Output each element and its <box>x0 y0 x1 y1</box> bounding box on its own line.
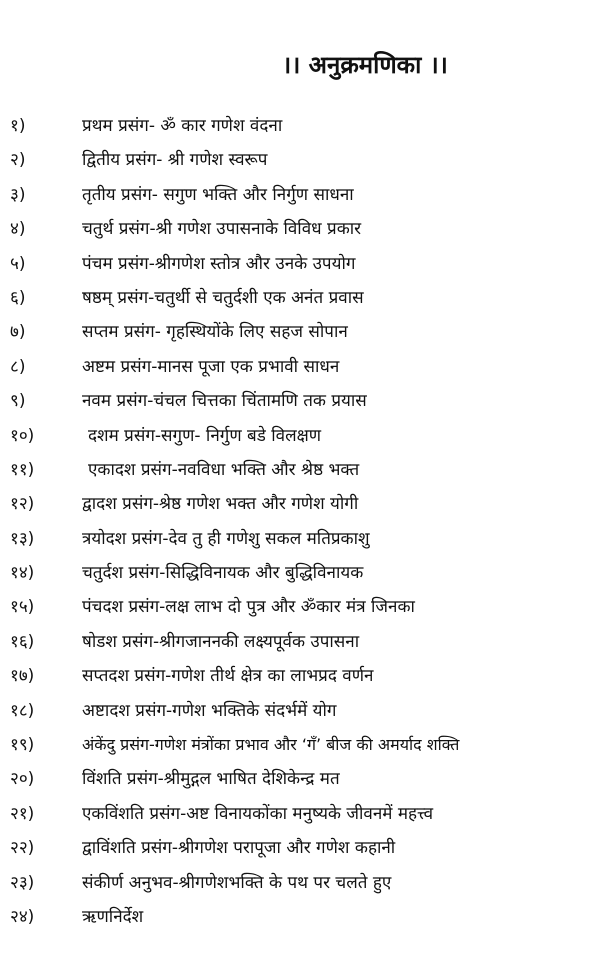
toc-entry <box>0 764 600 798</box>
entry-title: ऋणनिर्देश <box>82 906 144 927</box>
entry-number: २३) <box>10 872 35 893</box>
entry-title: नवम प्रसंग-चंचल चित्तका चिंतामणि तक प्रयास <box>82 391 367 412</box>
toc-entry <box>0 421 600 455</box>
entry-number: १५) <box>10 597 35 618</box>
entry-number: १) <box>10 116 26 136</box>
entry-title: संकीर्ण अनुभव-श्रीगणेशभक्ति के पथ पर चलते हुए <box>82 872 392 893</box>
toc-entry <box>0 111 600 145</box>
toc-entry <box>0 558 600 592</box>
toc-entry <box>0 249 600 283</box>
entry-title: द्वादश प्रसंग-श्रेष्ठ गणेश भक्त और गणेश योगी <box>82 494 359 515</box>
entry-number: ९) <box>10 391 26 412</box>
entry-number: ६) <box>10 287 26 308</box>
entry-number: १३) <box>10 528 35 549</box>
entry-title: सप्तम प्रसंग- गृहस्थियोंके लिए सहज सोपान <box>82 322 348 343</box>
entry-number: १८) <box>10 700 35 721</box>
toc-entry <box>0 661 600 695</box>
toc-entry <box>0 455 600 489</box>
toc-entry <box>0 592 600 626</box>
entry-title: अष्टम प्रसंग-मानस पूजा एक प्रभावी साधन <box>82 356 340 377</box>
toc-entry <box>0 489 600 523</box>
entry-title: एकविंशति प्रसंग-अष्ट विनायकोंका मनुष्यके जीवनमें महत्त्व <box>82 803 434 824</box>
entry-title: चतुर्दश प्रसंग-सिद्धिविनायक और बुद्धिविनायक <box>82 563 364 584</box>
page-title: ।। अनुक्रमणिका ।। <box>282 51 448 79</box>
toc-entry <box>0 180 600 214</box>
entry-number: ८) <box>10 356 26 377</box>
entry-number: १२) <box>10 494 35 515</box>
toc-entry <box>0 902 600 936</box>
entry-title: षोडश प्रसंग-श्रीगजाननकी लक्ष्यपूर्वक उपासना <box>82 631 360 652</box>
toc-entry <box>0 627 600 661</box>
toc-entry <box>0 696 600 730</box>
entry-title: दशम प्रसंग-सगुण- निर्गुण बडे विलक्षण <box>88 425 322 446</box>
entry-number: ११) <box>10 459 35 480</box>
toc-entry <box>0 386 600 420</box>
entry-number: २) <box>10 150 26 171</box>
entry-number: १७) <box>10 666 35 687</box>
entry-title: पंचदश प्रसंग-लक्ष लाभ दो पुत्र और ॐकार मंत्र जिनका <box>82 597 415 618</box>
entry-title: तृतीय प्रसंग- सगुण भक्ति और निर्गुण साधना <box>82 184 354 205</box>
entry-number: ३) <box>10 184 26 205</box>
toc-entry <box>0 283 600 317</box>
entry-title: सप्तदश प्रसंग-गणेश तीर्थ क्षेत्र का लाभप्रद वर्णन <box>82 666 374 687</box>
entry-title: द्वाविंशति प्रसंग-श्रीगणेश परापूजा और गणेश कहानी <box>82 838 396 859</box>
entry-number: २०) <box>10 769 35 790</box>
entry-number: १६) <box>10 631 35 652</box>
entry-number: २१) <box>10 803 35 824</box>
entry-title: द्वितीय प्रसंग- श्री गणेश स्वरूप <box>82 150 268 171</box>
toc-entry <box>0 214 600 248</box>
toc-entry <box>0 317 600 351</box>
entry-title: एकादश प्रसंग-नवविधा भक्ति और श्रेष्ठ भक्त <box>88 459 360 480</box>
entry-number: १४) <box>10 563 35 584</box>
entry-title: अंकेंदु प्रसंग-गणेश मंत्रोंका प्रभाव और ‘गँ’ बीज की अमर्याद शक्ति <box>82 735 460 755</box>
toc-entry <box>0 868 600 902</box>
entry-number: २२) <box>10 838 35 859</box>
toc-entry <box>0 730 600 764</box>
entry-title: षष्ठम् प्रसंग-चतुर्थी से चतुर्दशी एक अनंत प्रवास <box>82 287 364 308</box>
toc-entry <box>0 833 600 867</box>
entry-number: ४) <box>10 219 26 240</box>
toc-entry <box>0 352 600 386</box>
entry-title: विंशति प्रसंग-श्रीमुद्गल भाषित देशिकेन्द्र मत <box>82 769 340 790</box>
entry-title: चतुर्थ प्रसंग-श्री गणेश उपासनाके विविध प्रकार <box>82 219 362 240</box>
entry-title: पंचम प्रसंग-श्रीगणेश स्तोत्र और उनके उपयोग <box>82 253 356 274</box>
entry-number: २४) <box>10 906 35 927</box>
entry-title: अष्टादश प्रसंग-गणेश भक्तिके संदर्भमें योग <box>82 700 337 721</box>
table-of-contents <box>0 111 600 936</box>
entry-title: प्रथम प्रसंग- ॐ कार गणेश वंदना <box>82 116 283 136</box>
toc-entry <box>0 524 600 558</box>
entry-number: १०) <box>10 425 35 446</box>
entry-number: ५) <box>10 253 26 274</box>
entry-number: ७) <box>10 322 26 343</box>
entry-number: १९) <box>10 735 35 756</box>
toc-entry <box>0 145 600 179</box>
entry-title: त्रयोदश प्रसंग-देव तु ही गणेशु सकल मतिप्रकाशु <box>82 528 370 549</box>
toc-entry <box>0 799 600 833</box>
